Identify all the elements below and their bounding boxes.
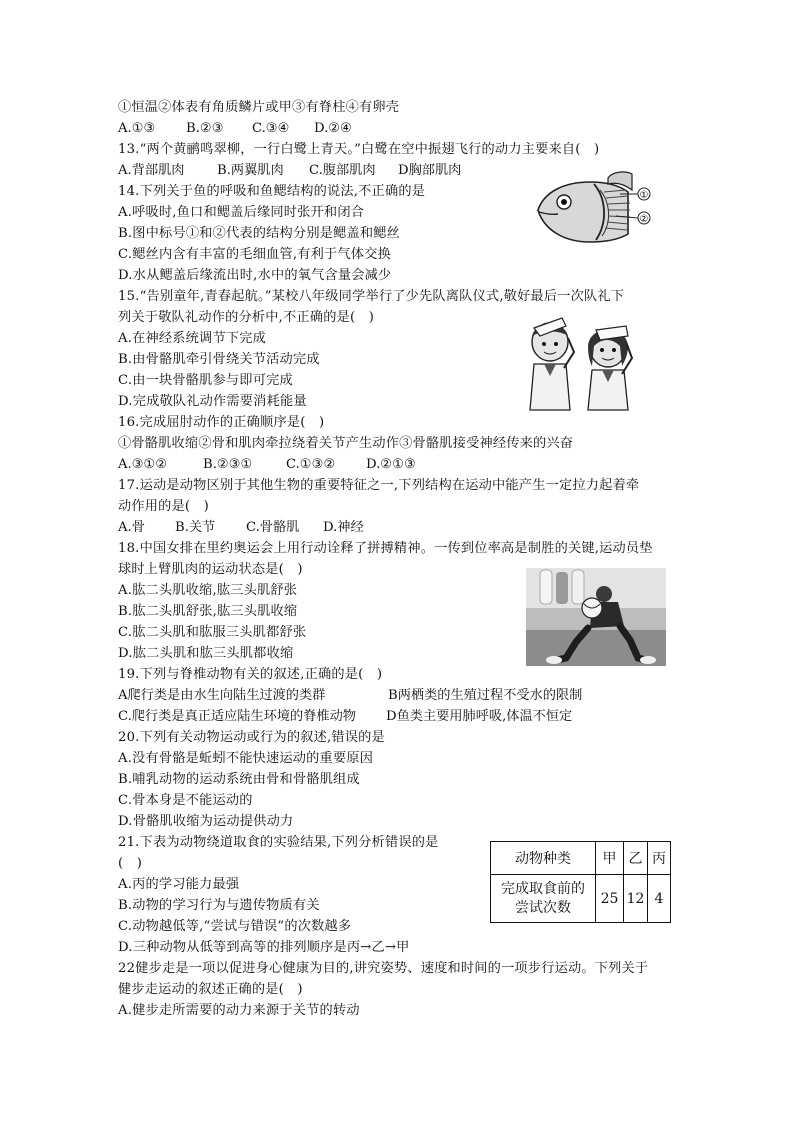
table-cell-yi: 12: [624, 875, 648, 923]
q16-statements: ①骨骼肌收缩②骨和肌肉牵拉绕着关节产生动作③骨骼肌接受神经传来的兴奋: [118, 436, 574, 451]
fish-label-1: ①: [639, 190, 649, 201]
q14-option-a: A.呼吸时,鱼口和鳃盖后缘同时张开和闭合: [118, 205, 365, 220]
q15-stem-line2: 列关于敬队礼动作的分析中,不正确的是( ): [118, 310, 375, 325]
q15-option-b: B.由骨骼肌牵引骨绕关节活动完成: [118, 352, 320, 367]
q16-option-c: C.①③②: [286, 457, 336, 472]
q18-stem-line1: 18.中国女排在里约奥运会上用行动诠释了拼搏精神。一传到位率高是制胜的关键,运动员垫: [118, 541, 653, 556]
q18-option-b: B.肱二头肌舒张,肱三头肌收缩: [118, 604, 298, 619]
q14-option-c: C.鳃丝内含有丰富的毛细血管,有利于气体交换: [118, 247, 391, 262]
q13-option-b: B.两翼肌肉: [217, 163, 284, 178]
q15-option-c: C.由一块骨骼肌参与即可完成: [118, 373, 293, 388]
q16-option-d: D.②①③: [366, 457, 416, 472]
q20-option-b: B.哺乳动物的运动系统由骨和骨骼肌组成: [118, 772, 360, 787]
table-header-bing: 丙: [648, 842, 671, 875]
q22-option-a: A.健步走所需要的动力来源于关节的转动: [118, 1003, 360, 1018]
q17-option-a: A.骨: [118, 520, 145, 535]
q21-stem: 21.下表为动物绕道取食的实验结果,下列分析错误的是: [118, 835, 439, 850]
q12-statements: ①恒温②体表有角质鳞片或甲③有脊柱④有卵壳: [118, 100, 400, 115]
volleyball-player-photo: [526, 568, 666, 666]
table-row-label-line1: 完成取食前的: [501, 880, 585, 897]
q20-option-d: D.骨骼肌收缩为运动提供动力: [118, 814, 294, 829]
q21-option-d: D.三种动物从低等到高等的排列顺序是丙→乙→甲: [118, 940, 410, 955]
q13-stem: 13.“两个黄鹂鸣翠柳，一行白鹭上青天。”白鹭在空中振翅飞行的动力主要来自( ): [118, 142, 600, 157]
fish-gill-illustration: [534, 170, 662, 244]
q12-option-c: C.③④: [252, 121, 290, 136]
q14-option-d: D.水从鳃盖后缘流出时,水中的氧气含量会减少: [118, 268, 392, 283]
q19-option-c: C.爬行类是真正适应陆生环境的脊椎动物: [118, 709, 356, 724]
table-cell-jia: 25: [596, 875, 624, 923]
q12-option-a: A.①③: [118, 121, 156, 136]
q21-bracket: ( ): [118, 856, 143, 871]
q17-stem-line1: 17.运动是动物区别于其他生物的重要特征之一,下列结构在运动中能产生一定拉力起着牵: [118, 478, 640, 493]
q18-option-a: A.肱二头肌收缩,肱三头肌舒张: [118, 583, 298, 598]
q17-option-c: C.骨骼肌: [246, 520, 300, 535]
q14-stem: 14.下列关于鱼的呼吸和鱼鳃结构的说法,不正确的是: [118, 184, 426, 199]
q15-stem-line1: 15.“告别童年,青春起航。”某校八年级同学举行了少先队离队仪式,敬好最后一次队礼下: [118, 289, 625, 304]
q13-option-a: A.背部肌肉: [118, 163, 185, 178]
q15-option-d: D.完成敬队礼动作需要消耗能量: [118, 394, 307, 409]
q16-stem: 16.完成屈肘动作的正确顺序是( ): [118, 415, 325, 430]
q13-option-c: C.腹部肌肉: [309, 163, 376, 178]
q20-option-a: A.没有骨骼是蚯蚓不能快速运动的重要原因: [118, 751, 374, 766]
q19-option-b: B两栖类的生殖过程不受水的限制: [388, 688, 583, 703]
fish-label-2: ②: [639, 214, 649, 225]
table-row-label: [491, 875, 596, 923]
q18-option-c: C.肱二头肌和肱服三头肌都舒张: [118, 625, 307, 640]
q19-option-a: A爬行类是由水生向陆生过渡的类群: [118, 688, 326, 703]
q18-stem-line2: 球时上臂肌肉的运动状态是( ): [118, 562, 303, 577]
table-header-yi: 乙: [624, 842, 648, 875]
q19-stem: 19.下列与脊椎动物有关的叙述,正确的是( ): [118, 667, 383, 682]
q17-option-d: D.神经: [323, 520, 364, 535]
table-header-jia: 甲: [596, 842, 624, 875]
q19-option-d: D鱼类主要用肺呼吸,体温不恒定: [386, 709, 573, 724]
animal-detour-feeding-table: [490, 841, 671, 923]
q22-stem-line2: 健步走运动的叙述正确的是( ): [118, 982, 303, 997]
table-header-animal-type: 动物种类: [491, 842, 596, 875]
q15-option-a: A.在神经系统调节下完成: [118, 331, 266, 346]
table-cell-bing: 4: [648, 875, 671, 923]
q22-stem-line1: 22健步走是一项以促进身心健康为目的,讲究姿势、速度和时间的一项步行运动。下列关于: [118, 961, 649, 976]
q21-option-c: C.动物越低等,“尝试与错误”的次数越多: [118, 919, 352, 934]
q13-option-d: D胸部肌肉: [398, 163, 462, 178]
q16-option-b: B.②③①: [203, 457, 253, 472]
q17-option-b: B.关节: [175, 520, 216, 535]
saluting-children-illustration: [516, 312, 642, 412]
q14-option-b: B.图中标号①和②代表的结构分别是鳃盖和鳃丝: [118, 226, 401, 241]
q20-stem: 20.下列有关动物运动或行为的叙述,错误的是: [118, 730, 385, 745]
q21-option-a: A.丙的学习能力最强: [118, 877, 240, 892]
q12-option-b: B.②③: [186, 121, 224, 136]
q12-option-d: D.②④: [314, 121, 352, 136]
q20-option-c: C.骨本身是不能运动的: [118, 793, 253, 808]
q16-option-a: A.③①②: [118, 457, 168, 472]
q17-stem-line2: 动作用的是( ): [118, 499, 210, 514]
table-row-label-line2: 尝试次数: [515, 899, 571, 916]
q18-option-d: D.肱二头肌和肱三头肌都收缩: [118, 646, 294, 661]
q21-option-b: B.动物的学习行为与遗传物质有关: [118, 898, 320, 913]
